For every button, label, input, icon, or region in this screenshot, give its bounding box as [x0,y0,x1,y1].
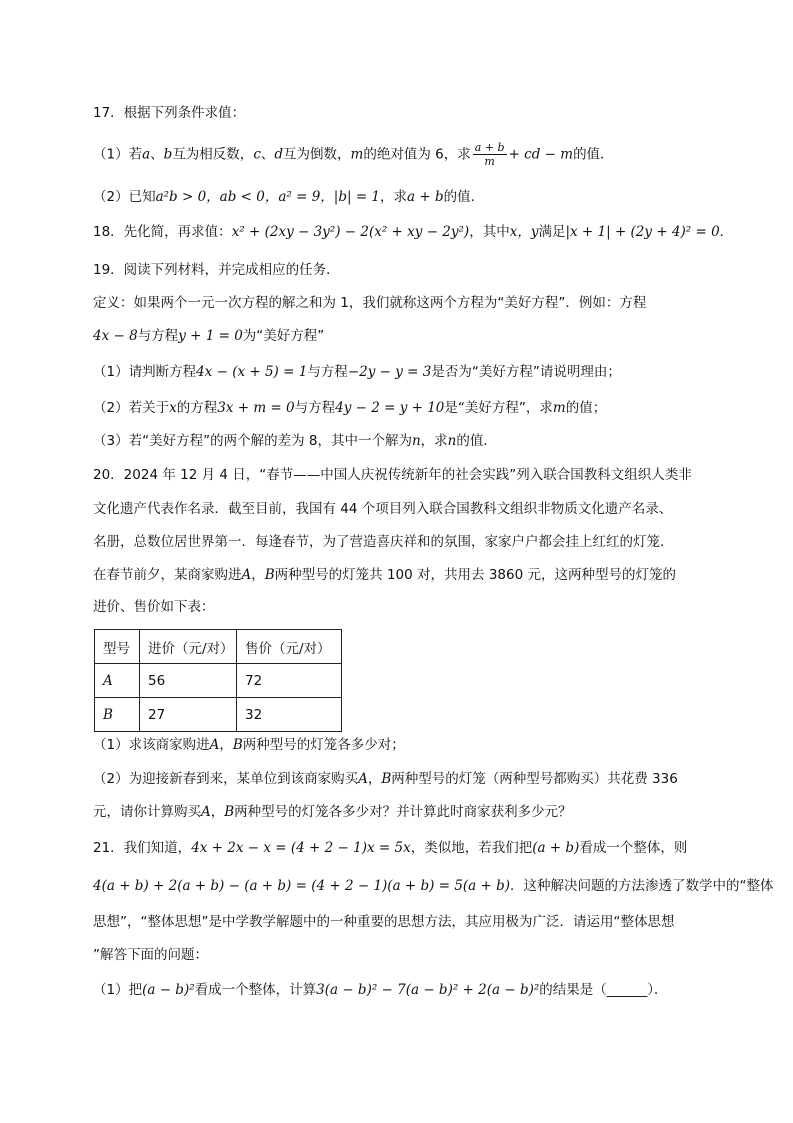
q19-title-text: 19．阅读下列材料，并完成相应的任务． [93,262,340,278]
var-B: B [381,771,392,787]
q21-text: 的结果是（______）． [539,982,668,998]
table-cell: B [95,698,140,732]
math-expression: 4y − 2 = y + 10 [335,400,445,416]
sep: ， [219,737,233,753]
q17-p1-text: （1）若 [93,146,143,163]
q19-definition-2 [93,326,713,346]
q20-line5 [93,597,713,617]
table-cell: 72 [237,664,342,698]
q20-text: 名册，总数位居世界第一．每逢春节，为了营造喜庆祥和的氛围，家家户户都会挂上红红的灯笼． [93,534,674,550]
q18-text: ． [719,224,734,240]
q19-text: 的值． [456,433,497,449]
q19-text: 的值； [565,400,607,416]
q17-p1-text: 的绝对值为 6，求 [363,146,471,163]
q18-text: 18．先化简，再求值： [93,224,232,240]
q20-part2 [93,769,713,789]
q17-title [93,103,713,123]
var-n: n [411,433,421,449]
q19-text: 的方程 [176,400,218,416]
q20-text: 两种型号的灯笼各多少对； [242,737,405,753]
var-B: B [232,737,243,753]
q19-title [93,260,713,280]
q20-part2-line2 [93,802,713,822]
math-expression: + cd − m [508,146,574,163]
table-cell: 32 [237,698,342,732]
q20-text: 进价、售价如下表： [93,599,215,615]
q19-text: （2）若关于 [93,400,170,416]
q18-text: 满足 [538,224,566,240]
table-header-cell: 进价（元/对） [140,630,237,664]
table-cell: 56 [140,664,237,698]
var-m: m [350,146,364,163]
math-expression: x，y [509,224,539,240]
math-expression: 3(a − b)² − 7(a − b)² + 2(a − b)² [316,982,540,998]
q21-text: （1）把 [93,982,143,998]
q21-text: ，类似地，若我们把 [410,840,533,856]
q19-part2 [93,398,713,418]
table-cell: 27 [140,698,237,732]
table-row [95,664,342,698]
table-header-cell: 型号 [95,630,140,664]
table-cell: A [95,664,140,698]
var-b: b [163,146,173,163]
q17-part1 [93,141,713,168]
math-expression: 4x + 2x − x = (4 + 2 − 1)x = 5x [191,840,411,856]
var-A: A [209,737,220,753]
q20-text: 两种型号的灯笼共 100 对，共用去 3860 元，这两种型号的灯笼的 [274,567,676,583]
q17-title-text: 17．根据下列条件求值： [93,105,246,121]
q21-text: ．这种解决问题的方法渗透了数学中的“整体 [510,878,774,894]
q20-text: （2）为迎接新春到来，某单位到该商家购买 [93,771,359,787]
q17-p2-text: （2）已知 [93,189,156,205]
q20-text: 两种型号的灯笼各多少对？并计算此时商家获利多少元？ [234,804,572,820]
q20-text: 两种型号的灯笼（两种型号都购买）共花费 336 [391,771,678,787]
sep: 、 [150,146,164,163]
q19-definition [93,293,713,313]
q18 [93,222,734,242]
q19-definition-text: 定义：如果两个一元一次方程的解之和为 1，我们就称这两个方程为“美好方程”．例如：方程 [93,295,647,311]
q21-text: ”解答下面的问题： [93,947,208,963]
q21-text: 看成一个整体，计算 [194,982,317,998]
math-expression: x² + (2xy − 3y²) − 2(x² + xy − 2y²) [231,224,470,240]
q20-line1 [93,465,713,485]
q21-text: 思想”，“整体思想”是中学教学解题中的一种重要的思想方法，其应用极为广泛．请运用“整体思想 [93,914,675,930]
math-expression: (a + b) [532,840,580,856]
q21-line3 [93,912,713,932]
var-A: A [201,804,211,820]
sep: 、 [260,146,275,163]
q20-text: 文化遗产代表作名录．截至目前，我国有 44 个项目列入联合国教科文组织非物质文化遗产名录、 [93,501,673,517]
q21-line2 [93,876,774,896]
q20-line4 [93,565,713,585]
var-m: m [552,400,566,416]
var-A: A [241,567,252,583]
math-expression: 4x − (x + 5) = 1 [196,364,308,380]
fraction [473,141,507,168]
q17-p2-text: ，求 [380,189,408,205]
q19-text: （1）请判断方程 [93,364,197,380]
q19-text: 与方程 [307,364,348,380]
q21-text: 看成一个整体，则 [579,840,688,856]
q21-line1 [93,838,713,858]
var-d: d [274,146,284,163]
q19-text: 与方程 [137,328,179,344]
math-expression: 4x − 8 [93,328,138,344]
q19-part1 [93,362,713,382]
q17-p1-text: 互为相反数， [172,146,254,163]
sep: ， [251,567,265,583]
sep: ， [367,771,382,787]
var-a: a [142,146,151,163]
q19-part3 [93,431,713,451]
q20-line2 [93,499,713,519]
var-n: n [447,433,457,449]
q20-text: （1）求该商家购进 [93,737,210,753]
q19-text: 为“美好方程” [242,328,325,344]
math-expression: |x + 1| + (2y + 4)² = 0 [565,224,720,240]
q17-p1-text: 的值． [573,146,614,163]
q19-text: （3）若“美好方程”的两个解的差为 8，其中一个解为 [93,433,412,449]
table-header-row [95,630,342,664]
q18-text: ，其中 [469,224,510,240]
q19-text: ，求 [420,433,448,449]
q20-line3 [93,532,713,552]
var-c: c [253,146,261,163]
table-header-cell: 售价（元/对） [237,630,342,664]
price-table [94,629,342,732]
q20-part1 [93,735,713,755]
q19-text: 与方程 [294,400,336,416]
math-expression: 3x + m = 0 [217,400,295,416]
math-expression: a + b [407,189,444,205]
fraction-numerator: a + b [474,141,505,154]
math-expression: −2y − y = 3 [347,364,432,380]
q17-part2 [93,187,713,207]
q20-text: 元，请你计算购买 [93,804,201,820]
var-B: B [224,804,235,820]
q17-p2-text: 的值． [443,189,485,205]
table-row [95,698,342,732]
q20-text: 在春节前夕，某商家购进 [93,567,242,583]
q19-text: 是否为“美好方程”请说明理由； [431,364,621,380]
q17-p1-text: 互为倒数， [283,146,351,163]
math-expression: a²b > 0，ab < 0，a² = 9，|b| = 1 [155,189,381,205]
sep: ， [210,804,225,820]
fraction-denominator: m [484,155,495,168]
var-x: x [169,400,177,416]
q19-text: 是“美好方程”，求 [444,400,553,416]
q21-part1 [93,980,713,1000]
math-expression: y + 1 = 0 [178,328,243,344]
q21-line4 [93,945,713,965]
q20-text: 20．2024 年 12 月 4 日，“春节——中国人庆祝传统新年的社会实践”列入联合国教科文组织人类非 [93,467,692,483]
var-B: B [264,567,275,583]
math-expression: 4(a + b) + 2(a + b) − (a + b) = (4 + 2 − 1)(a + b) = 5(a + b) [93,878,511,894]
math-expression: (a − b)² [142,982,195,998]
q21-text: 21．我们知道， [93,840,192,856]
var-A: A [358,771,368,787]
